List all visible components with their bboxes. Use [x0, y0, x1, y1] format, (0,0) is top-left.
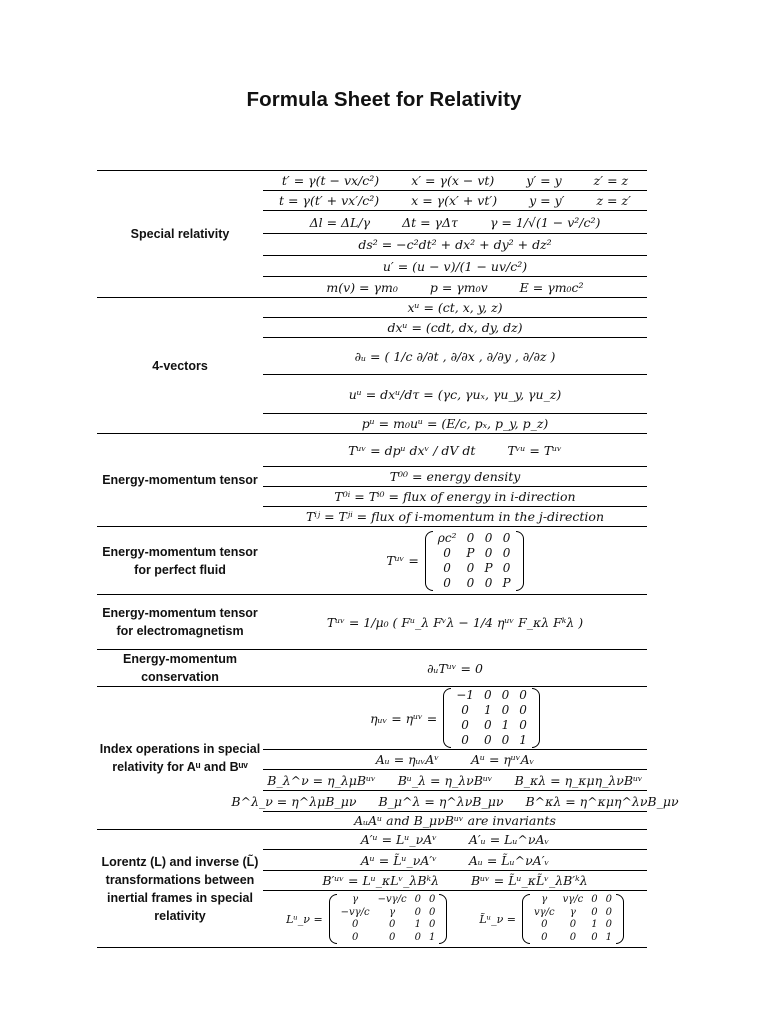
- matrix-cell: 0: [429, 919, 436, 930]
- matrix-cell: γ: [389, 906, 396, 918]
- matrix-lhs: L̃ᵘ_ν =: [479, 912, 516, 926]
- matrix-cell: −1: [456, 688, 474, 702]
- formula-row: [263, 317, 647, 337]
- section-label: Energy-momentum tensor: [102, 473, 258, 487]
- left-paren: [425, 531, 433, 591]
- matrix-cell: −vγ/c: [340, 906, 370, 918]
- matrix-cell: 0: [502, 545, 511, 560]
- matrix-cell: 0: [484, 575, 493, 590]
- matrix-cell: P: [502, 575, 511, 590]
- perfect-fluid-matrix: [425, 531, 524, 591]
- formula-row: [263, 506, 647, 526]
- section-conservation: [97, 649, 647, 686]
- section-label: Energy-momentum tensor for electromagnetism: [102, 606, 258, 638]
- formula-row: [231, 790, 679, 811]
- formula-row: [263, 298, 647, 317]
- matrix-cell: 0: [591, 931, 598, 943]
- matrix-cell: 0: [414, 906, 421, 918]
- matrix-cell: 1: [414, 919, 421, 930]
- section-label: Lorentz (L) and inverse (L̃) transformations between inertial frames in special relativity: [101, 854, 259, 923]
- matrix-cell: 0: [501, 703, 510, 717]
- matrix-cell: 0: [388, 931, 396, 943]
- formula: Bᵘᵛ = L̃ᵘ_κL̃ᵛ_λB′ᵏλ: [471, 873, 588, 888]
- matrix-cell: 0: [351, 931, 359, 943]
- matrix-cell: 0: [519, 703, 527, 717]
- formula: dxᵘ = (cdt, dx, dy, dz): [387, 320, 523, 335]
- matrix-cell: 0: [605, 919, 612, 930]
- matrix-cell: 0: [443, 560, 451, 575]
- matrix-cell: 0: [484, 530, 493, 545]
- matrix-cell: 1: [501, 718, 510, 732]
- formula: x′ = γ(x − vt): [411, 173, 495, 188]
- section-label: Energy-momentum tensor for perfect fluid: [102, 544, 258, 577]
- matrix-cell: 0: [429, 906, 436, 918]
- matrix-cell: 0: [461, 718, 469, 732]
- formula: Tᵛᵘ = Tᵘᵛ: [507, 442, 562, 458]
- matrix-cell: 0: [388, 919, 396, 930]
- matrix-cell: 0: [541, 931, 548, 943]
- formula: Δl = ΔL/γ: [309, 214, 371, 230]
- formula-row: [263, 769, 647, 790]
- formula: p = γm₀v: [429, 279, 488, 295]
- matrix-cell: 0: [483, 733, 492, 747]
- matrix-grid: [433, 531, 516, 591]
- formula-row: [263, 650, 647, 686]
- matrix-cell: 1: [429, 931, 436, 943]
- matrix-cell: 0: [414, 894, 421, 905]
- formula: B^λ_ν = η^λμB_μν: [231, 793, 357, 809]
- formula-row: [263, 830, 647, 849]
- formula: E = γm₀c²: [519, 279, 584, 295]
- formula: z′ = z: [593, 173, 629, 188]
- formula-row: [263, 811, 647, 829]
- formula: B_λ^ν = η_λμBᵘᵛ: [267, 772, 376, 788]
- matrix-cell: −vγ/c: [377, 894, 407, 905]
- matrix-grid: [337, 894, 440, 944]
- formula: A′ᵤ = Lᵤ^νAᵥ: [468, 832, 550, 847]
- formula: Bᵘ_λ = η_λνBᵘᵛ: [397, 772, 493, 788]
- matrix-cell: 0: [443, 545, 451, 560]
- formula: Aᵘ = ηᵘᵛAᵥ: [471, 752, 535, 767]
- right-paren: [516, 531, 524, 591]
- formula-row: [263, 749, 647, 769]
- formula-row: [263, 595, 647, 649]
- left-paren: [329, 894, 337, 944]
- section-label: Index operations in special relativity for Aᵘ and Bᵘᵛ: [99, 742, 261, 774]
- formula: y = y′: [529, 193, 565, 208]
- matrix-cell: 0: [519, 718, 527, 732]
- section-perfect-fluid: [97, 526, 647, 594]
- formula: ∂ᵤ = ( 1/c ∂/∂t , ∂/∂x , ∂/∂y , ∂/∂z ): [354, 348, 556, 364]
- matrix-cell: 0: [569, 919, 577, 930]
- matrix-cell: 0: [569, 931, 577, 943]
- formula: A′ᵘ = Lᵘ_νAᵛ: [360, 832, 437, 847]
- formula: Aᵘ = L̃ᵘ_νA′ᵛ: [360, 852, 437, 868]
- matrix-cell: 0: [501, 733, 510, 747]
- matrix-cell: γ: [569, 906, 576, 918]
- matrix-cell: 0: [502, 560, 511, 575]
- matrix-cell: 0: [519, 688, 527, 702]
- formula: t′ = γ(t − vx/c²): [281, 173, 380, 188]
- formula: γ = 1/√(1 − v²/c²): [489, 214, 601, 230]
- section-label: Energy-momentum conservation: [123, 652, 237, 684]
- formula-row: [263, 413, 647, 433]
- formula-row: [263, 190, 647, 210]
- section-special-relativity: [97, 170, 647, 297]
- matrix-cell: 0: [443, 575, 451, 590]
- formula: Δt = γΔτ: [402, 214, 458, 230]
- matrix-lhs: Tᵘᵛ =: [386, 553, 419, 568]
- matrix-lhs: Lᵘ_ν =: [286, 912, 323, 926]
- matrix-cell: 0: [461, 733, 469, 747]
- matrix-cell: 0: [502, 530, 511, 545]
- matrix-cell: 0: [461, 703, 469, 717]
- matrix-cell: P: [466, 545, 475, 560]
- formula: Aᵤ = ηᵤᵥAᵛ: [375, 752, 439, 767]
- inverse-lorentz-matrix: [522, 894, 624, 944]
- formula: B_κλ = η_κμη_λνBᵘᵛ: [514, 772, 643, 788]
- formula: ds² = −c²dt² + dx² + dy² + dz²: [358, 237, 552, 252]
- matrix-cell: 1: [519, 733, 527, 747]
- formula: uᵘ = dxᵘ/dτ = (γc, γuₓ, γu_y, γu_z): [348, 386, 562, 402]
- matrix-cell: 0: [466, 530, 475, 545]
- formula-row: [263, 890, 647, 947]
- lorentz-matrix-group: [286, 894, 447, 944]
- formula: ∂ᵤTᵘᵛ = 0: [427, 660, 483, 676]
- left-paren: [443, 688, 451, 748]
- formula: T⁰⁰ = energy density: [389, 469, 521, 484]
- formula: pᵘ = m₀uᵘ = (E/c, pₓ, p_y, p_z): [361, 416, 549, 431]
- inverse-lorentz-matrix-group: [479, 894, 624, 944]
- formula: Tᵘᵛ = dpᵘ dxᵛ / dV dt: [348, 442, 476, 458]
- formula: xᵘ = (ct, x, y, z): [407, 300, 503, 315]
- metric-matrix: [443, 688, 540, 748]
- matrix-cell: 0: [501, 688, 510, 702]
- section-label: Special relativity: [130, 227, 230, 241]
- right-paren: [532, 688, 540, 748]
- matrix-cell: 0: [591, 906, 598, 918]
- formula-row: [263, 337, 647, 374]
- formula: AᵤAᵘ and B_μνBᵘᵛ are invariants: [354, 813, 556, 828]
- matrix-cell: 0: [466, 560, 475, 575]
- formula: t = γ(t′ + vx′/c²): [279, 193, 380, 208]
- matrix-grid: [451, 688, 532, 748]
- formula-table: [97, 170, 679, 948]
- right-paren: [439, 894, 447, 944]
- section-index-operations: [97, 686, 679, 829]
- formula: x = γ(x′ + vt′): [411, 193, 498, 208]
- section-lorentz-transformations: [97, 829, 647, 948]
- formula: B^κλ = η^κμη^λνB_μν: [525, 793, 679, 809]
- lorentz-matrix: [329, 894, 448, 944]
- matrix-cell: 1: [591, 919, 598, 930]
- formula: Aᵤ = L̃ᵤ^νA′ᵥ: [468, 852, 550, 868]
- matrix-grid: [530, 894, 616, 944]
- matrix-cell: 1: [605, 931, 612, 943]
- formula: Tⁱʲ = Tʲⁱ = flux of i-momentum in the j-direction: [305, 509, 605, 524]
- formula: B_μ^λ = η^λνB_μν: [378, 793, 504, 809]
- section-label: 4-vectors: [152, 358, 208, 373]
- left-paren: [522, 894, 530, 944]
- formula-row: [263, 233, 647, 255]
- matrix-cell: γ: [352, 894, 359, 905]
- formula-row: [263, 210, 647, 233]
- formula-row: [263, 255, 647, 276]
- matrix-cell: 0: [351, 919, 359, 930]
- matrix-cell: ρc²: [437, 530, 457, 545]
- matrix-cell: 0: [429, 894, 436, 905]
- matrix-cell: 0: [541, 919, 548, 930]
- matrix-cell: 0: [605, 906, 612, 918]
- matrix-cell: vγ/c: [533, 906, 555, 918]
- right-paren: [616, 894, 624, 944]
- matrix-cell: 0: [414, 931, 421, 943]
- page-title: Formula Sheet for Relativity: [246, 88, 522, 111]
- matrix-cell: 1: [483, 703, 492, 717]
- formula-row: [263, 374, 647, 413]
- formula-row: [263, 527, 647, 594]
- formula: B′ᵘᵛ = Lᵘ_κLᵛ_λBᵏλ: [322, 873, 439, 888]
- section-4-vectors: [97, 297, 647, 433]
- section-electromagnetism: [97, 594, 647, 649]
- matrix-cell: γ: [541, 894, 548, 905]
- matrix-cell: 0: [483, 688, 492, 702]
- matrix-cell: 0: [591, 894, 598, 905]
- formula: z = z′: [596, 193, 631, 208]
- matrix-cell: vγ/c: [562, 894, 584, 905]
- formula-row: [263, 486, 647, 506]
- formula-row: [263, 849, 647, 870]
- formula: m(v) = γm₀: [326, 279, 398, 295]
- formula: T⁰ⁱ = Tⁱ⁰ = flux of energy in i-direction: [334, 489, 576, 504]
- section-energy-momentum-tensor: [97, 433, 647, 526]
- matrix-cell: P: [484, 560, 493, 575]
- formula-row: [263, 171, 647, 190]
- matrix-lhs: ηᵤᵥ = ηᵘᵛ =: [370, 710, 438, 726]
- matrix-cell: 0: [466, 575, 475, 590]
- formula: Tᵘᵛ = 1/μ₀ ( Fᵘ_λ Fᵛλ − 1/4 ηᵘᵛ F_κλ Fᵏλ ): [326, 614, 584, 630]
- formula: u′ = (u − v)/(1 − uv/c²): [382, 258, 528, 274]
- matrix-cell: 0: [484, 545, 493, 560]
- matrix-cell: 0: [605, 894, 612, 905]
- formula-row: [263, 687, 647, 749]
- formula-row: [263, 276, 647, 297]
- formula-row: [263, 434, 647, 466]
- formula: y′ = y: [526, 173, 562, 188]
- formula-row: [263, 466, 647, 486]
- matrix-cell: 0: [483, 718, 492, 732]
- formula-row: [263, 870, 647, 890]
